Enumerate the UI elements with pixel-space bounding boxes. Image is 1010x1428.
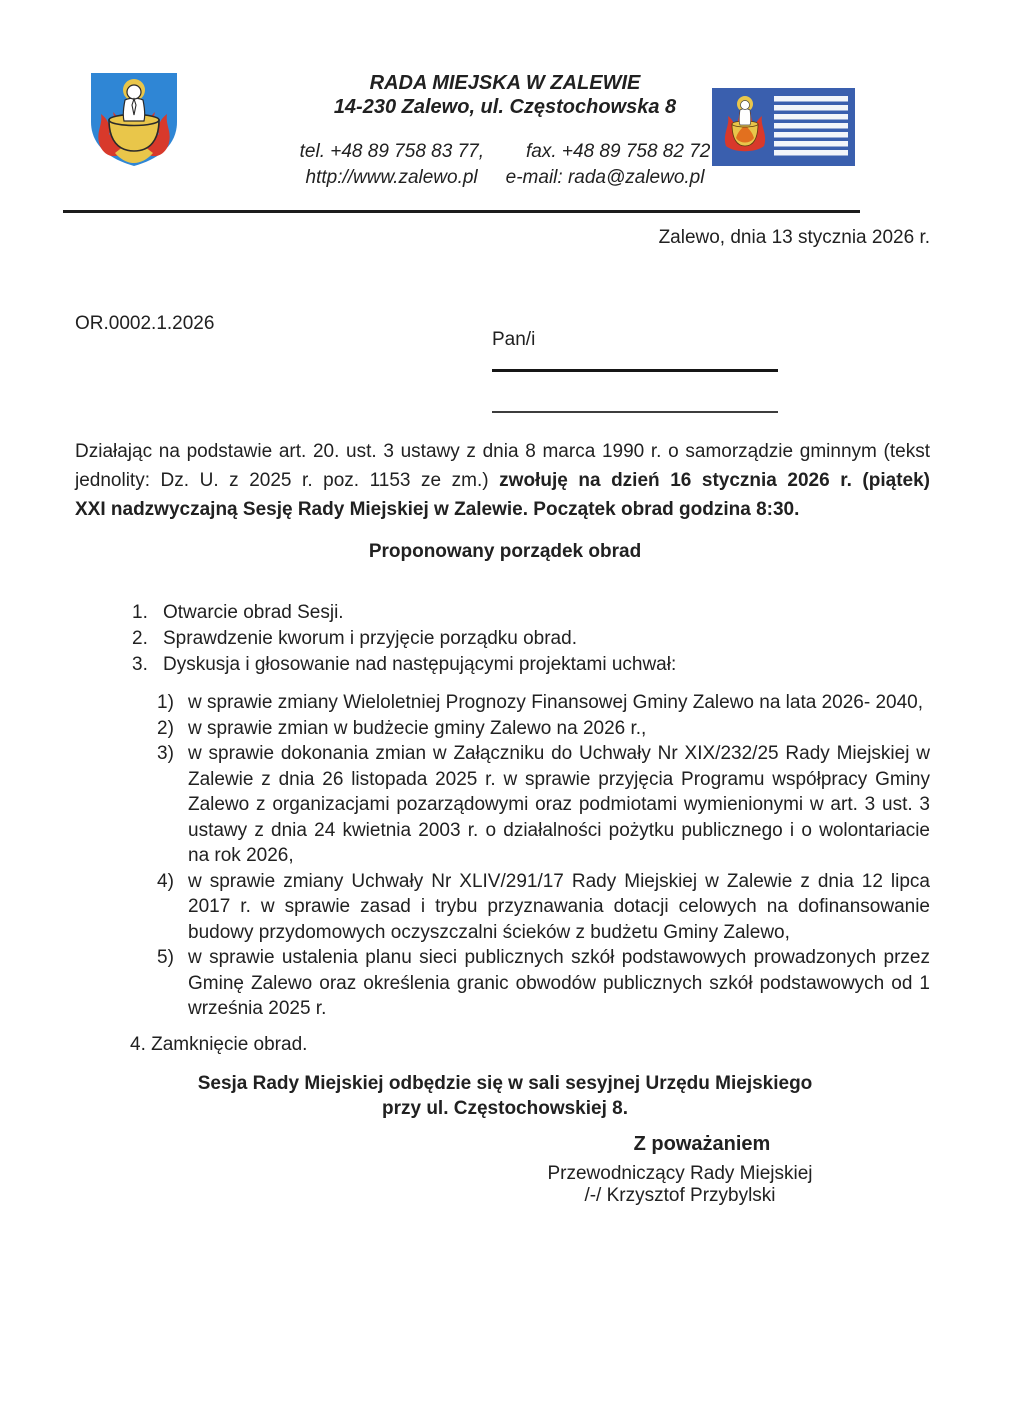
closing-agenda-item: 4. Zamknięcie obrad. xyxy=(130,1033,308,1055)
addressee-block xyxy=(492,311,792,413)
org-fax: fax. +48 89 758 82 72 xyxy=(526,141,711,162)
agenda-item-number: 1. xyxy=(132,602,148,623)
addressee-blank-line-1 xyxy=(492,369,778,372)
org-website: http://www.zalewo.pl xyxy=(305,167,478,188)
agenda-item xyxy=(132,626,1010,652)
signature-block xyxy=(380,1163,980,1207)
date-line: Zalewo, dnia 13 stycznia 2026 r. xyxy=(658,227,930,248)
agenda-item-text: Otwarcie obrad Sesji. xyxy=(163,602,344,623)
signer-title: Przewodniczący Rady Miejskiej xyxy=(547,1162,813,1184)
intro-line-3: XXI nadzwyczajną Sesję Rady Miejskiej w Zalewie. Początek obrad godzina 8:30. xyxy=(75,499,800,520)
resolution-item-number: 2) xyxy=(157,717,174,739)
resolution-item-text: w sprawie zmian w budżecie gminy Zalewo na 2026 r., xyxy=(188,717,647,739)
resolution-item-number: 5) xyxy=(157,947,174,968)
resolution-item xyxy=(157,716,930,742)
venue-note-line-1: Sesja Rady Miejskiej odbędzie się w sali sesyjnej Urzędu Miejskiego xyxy=(197,1072,813,1094)
resolution-item-text: w sprawie ustalenia planu sieci publicznych szkół podstawowych prowadzonych przez Gminę Zalewo oraz określenia granic obwodów publicznych szkół podstawowych od 1 września 2025 r. xyxy=(188,947,930,1019)
org-web-email xyxy=(225,165,785,191)
resolution-list xyxy=(0,690,1010,1022)
intro-paragraph xyxy=(75,437,930,524)
resolution-item xyxy=(157,945,930,1022)
agenda-item-text: Sprawdzenie kworum i przyjęcie porządku obrad. xyxy=(163,628,577,649)
resolution-item-text: w sprawie zmiany Uchwały Nr XLIV/291/17 Rady Miejskiej w Zalewie z dnia 12 lipca 2017 r. w sprawie zasad i trybu przyznawania dotacji celowych na dofinansowanie budowy przydomowych oczyszczalni ścieków z budżetu Gminy Zalewo, xyxy=(188,870,930,943)
venue-note xyxy=(0,1071,1010,1121)
org-address: 14-230 Zalewo, ul. Częstochowska 8 xyxy=(333,96,677,118)
agenda-item-number: 2. xyxy=(132,628,148,649)
letterhead-divider xyxy=(63,210,860,213)
org-phone-fax xyxy=(225,139,785,165)
signer-name: /-/ Krzysztof Przybylski xyxy=(584,1184,776,1206)
intro-line-1: Działając na podstawie art. 20. ust. 3 ustawy z dnia 8 marca 1990 r. o samorządzie gminnym (tekst xyxy=(75,441,930,462)
agenda-item xyxy=(132,600,1010,626)
addressee-label: Pan/i xyxy=(492,329,536,350)
addressee-blank-line-2 xyxy=(492,411,778,413)
resolution-item-number: 1) xyxy=(157,692,174,713)
org-phone: tel. +48 89 758 83 77, xyxy=(299,141,484,162)
resolution-item-text: w sprawie zmiany Wieloletniej Prognozy Finansowej Gminy Zalewo na lata 2026- 2040, xyxy=(188,692,924,713)
resolution-item xyxy=(157,690,930,716)
zalewo-flag-icon xyxy=(712,88,855,166)
venue-note-line-2: przy ul. Częstochowskiej 8. xyxy=(381,1097,629,1119)
intro-line-2-bold: zwołuję na dzień 16 stycznia 2026 r. (piątek) xyxy=(499,470,930,491)
resolution-item-text: w sprawie dokonania zmian w Załączniku do Uchwały Nr XIX/232/25 Rady Miejskiej w Zalewie z dnia 26 listopada 2025 r. w sprawie przyjęcia Programu współpracy Gminy Zalewo z organizacjami pozarządowymi oraz podmiotami wymienionymi w art. 3 ust. 3 ustawy z dnia 24 kwietnia 2003 r. o działalności pożytku publicznego i o wolontariacie na rok 2026, xyxy=(188,743,930,866)
agenda-item-text: Dyskusja i głosowanie nad następującymi projektami uchwał: xyxy=(163,654,677,675)
zalewo-coat-of-arms-icon xyxy=(88,70,180,168)
letterhead-text xyxy=(225,72,785,191)
org-email: e-mail: rada@zalewo.pl xyxy=(505,167,705,188)
agenda-list xyxy=(0,600,1010,678)
resolution-item-number: 3) xyxy=(157,743,174,764)
agenda-item xyxy=(132,652,1010,678)
intro-line-2 xyxy=(75,466,930,495)
intro-line-2-regular: jednolity: Dz. U. z 2025 r. poz. 1153 ze zm.) xyxy=(75,470,500,491)
reference-number: OR.0002.1.2026 xyxy=(75,313,215,334)
salutation: Z poważaniem xyxy=(633,1132,771,1155)
resolution-item xyxy=(157,869,930,946)
reference-row xyxy=(0,311,1010,413)
agenda-item-number: 3. xyxy=(132,654,148,675)
agenda-title: Proponowany porządek obrad xyxy=(368,541,642,562)
letterhead xyxy=(0,0,1010,213)
resolution-item-number: 4) xyxy=(157,870,174,892)
org-name: RADA MIEJSKA W ZALEWIE xyxy=(369,72,641,94)
resolution-item xyxy=(157,741,930,869)
